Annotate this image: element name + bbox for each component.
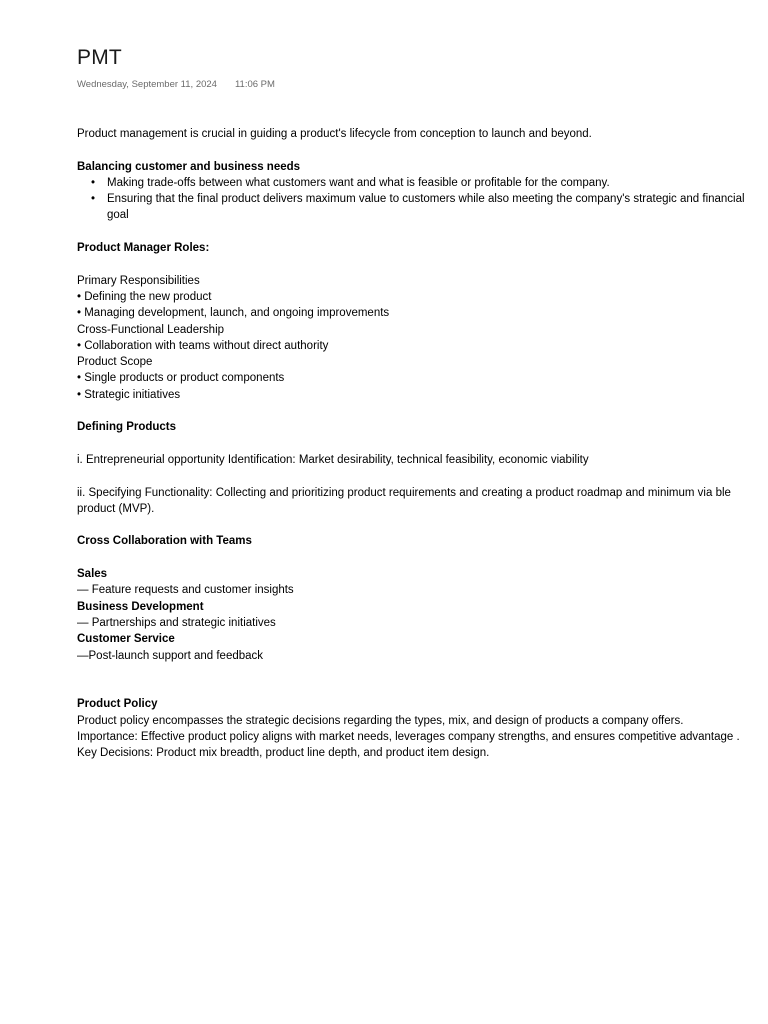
defining-heading: Defining Products xyxy=(77,421,177,434)
collab-group-detail: — Feature requests and customer insights xyxy=(77,584,294,597)
defining-item-1: i. Entrepreneurial opportunity Identification: Market desirability, technical feasibility, economic viability xyxy=(77,453,589,466)
collab-group-detail: — Partnerships and strategic initiatives xyxy=(77,616,276,629)
roles-heading: Product Manager Roles: xyxy=(77,242,210,255)
roles-line: • Defining the new product xyxy=(77,290,212,303)
balancing-heading: Balancing customer and business needs xyxy=(77,160,301,173)
roles-line: • Managing development, launch, and ongoing improvements xyxy=(77,307,390,320)
note-body[interactable] xyxy=(77,126,761,762)
roles-line: Primary Responsibilities xyxy=(77,274,200,287)
roles-line: • Strategic initiatives xyxy=(77,388,181,401)
bullet-item: • Making trade-offs between what customers want and what is feasible or profitable for the company. xyxy=(77,175,761,191)
roles-line: • Single products or product components xyxy=(77,372,285,385)
policy-heading: Product Policy xyxy=(77,698,158,711)
note-time: 11:06 PM xyxy=(234,79,275,90)
policy-line: Key Decisions: Product mix breadth, product line depth, and product item design. xyxy=(77,747,490,760)
roles-line: Product Scope xyxy=(77,356,153,369)
collab-group-name: Sales xyxy=(77,568,108,581)
roles-line: Cross-Functional Leadership xyxy=(77,323,225,336)
roles-line: • Collaboration with teams without direct authority xyxy=(77,339,329,352)
collab-group-detail: —Post-launch support and feedback xyxy=(77,649,264,662)
note-date: Wednesday, September 11, 2024 xyxy=(77,79,217,90)
intro-paragraph: Product management is crucial in guiding a product's lifecycle from conception to launch and beyond. xyxy=(77,128,592,140)
page-title[interactable]: PMT xyxy=(77,46,122,69)
policy-line: Product policy encompasses the strategic decisions regarding the types, mix, and design of products a company offers. xyxy=(77,714,684,727)
collab-heading: Cross Collaboration with Teams xyxy=(77,535,252,548)
bullet-item: • Ensuring that the final product delivers maximum value to customers while also meeting the company's strategic and financial goal xyxy=(77,191,761,224)
note-metadata xyxy=(77,79,275,90)
defining-item-2: ii. Specifying Functionality: Collecting and prioritizing product requirements and creating a product roadmap and minimum via ble product (MVP). xyxy=(77,486,731,515)
collab-group-name: Customer Service xyxy=(77,633,175,646)
collab-group-name: Business Development xyxy=(77,600,204,613)
balancing-bullet-list xyxy=(77,175,761,224)
policy-line: Importance: Effective product policy aligns with market needs, leverages company strengths, and ensures competitive advantage . xyxy=(77,730,740,743)
